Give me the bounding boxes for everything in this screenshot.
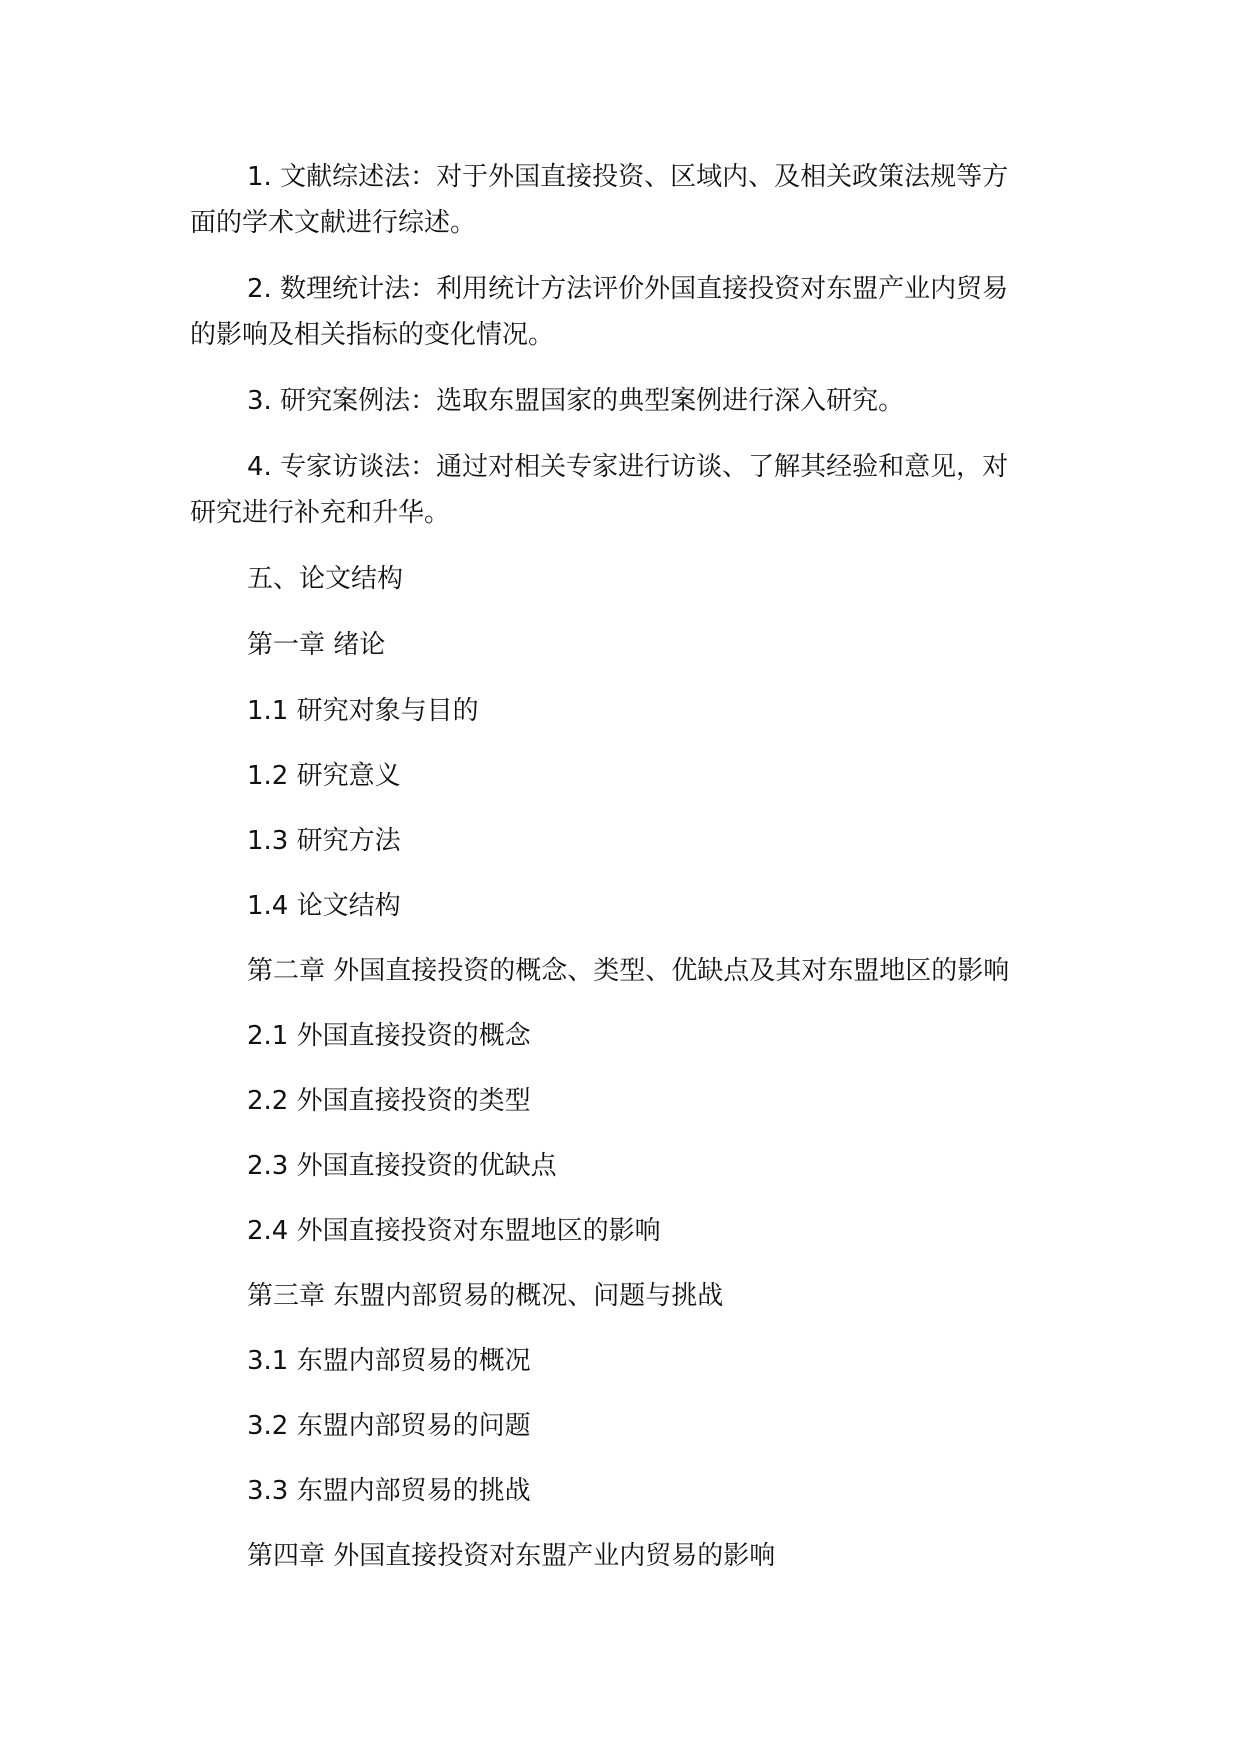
outline-item: 2.4 外国直接投资对东盟地区的影响 [247,1216,661,1246]
chapter-1-heading: 第一章 绪论 [247,630,386,660]
outline-item: 1.3 研究方法 [247,826,401,856]
outline-item: 2.1 外国直接投资的概念 [247,1021,531,1051]
outline-item: 1.1 研究对象与目的 [247,696,479,726]
method-2-line-2: 的影响及相关指标的变化情况。 [190,320,555,350]
chapter-2-heading: 第二章 外国直接投资的概念、类型、优缺点及其对东盟地区的影响 [247,956,1010,986]
outline-item: 3.1 东盟内部贸易的概况 [247,1346,531,1376]
outline-item: 1.2 研究意义 [247,761,401,791]
outline-item: 2.2 外国直接投资的类型 [247,1086,531,1116]
outline-item: 2.3 外国直接投资的优缺点 [247,1151,557,1181]
method-4-line-1: 4. 专家访谈法：通过对相关专家进行访谈、了解其经验和意见，对 [247,452,1009,482]
method-2-line-1: 2. 数理统计法：利用统计方法评价外国直接投资对东盟产业内贸易 [247,274,1009,304]
outline-item: 3.2 东盟内部贸易的问题 [247,1411,531,1441]
method-3-line-1: 3. 研究案例法：选取东盟国家的典型案例进行深入研究。 [247,386,905,416]
method-1-line-1: 1. 文献综述法：对于外国直接投资、区域内、及相关政策法规等方 [247,162,1009,192]
outline-item: 1.4 论文结构 [247,891,401,921]
section-heading: 五、论文结构 [247,564,404,594]
outline-item: 3.3 东盟内部贸易的挑战 [247,1476,531,1506]
method-4-line-2: 研究进行补充和升华。 [190,498,451,528]
chapter-4-heading: 第四章 外国直接投资对东盟产业内贸易的影响 [247,1541,776,1571]
chapter-3-heading: 第三章 东盟内部贸易的概况、问题与挑战 [247,1281,724,1311]
method-1-line-2: 面的学术文献进行综述。 [190,208,477,238]
